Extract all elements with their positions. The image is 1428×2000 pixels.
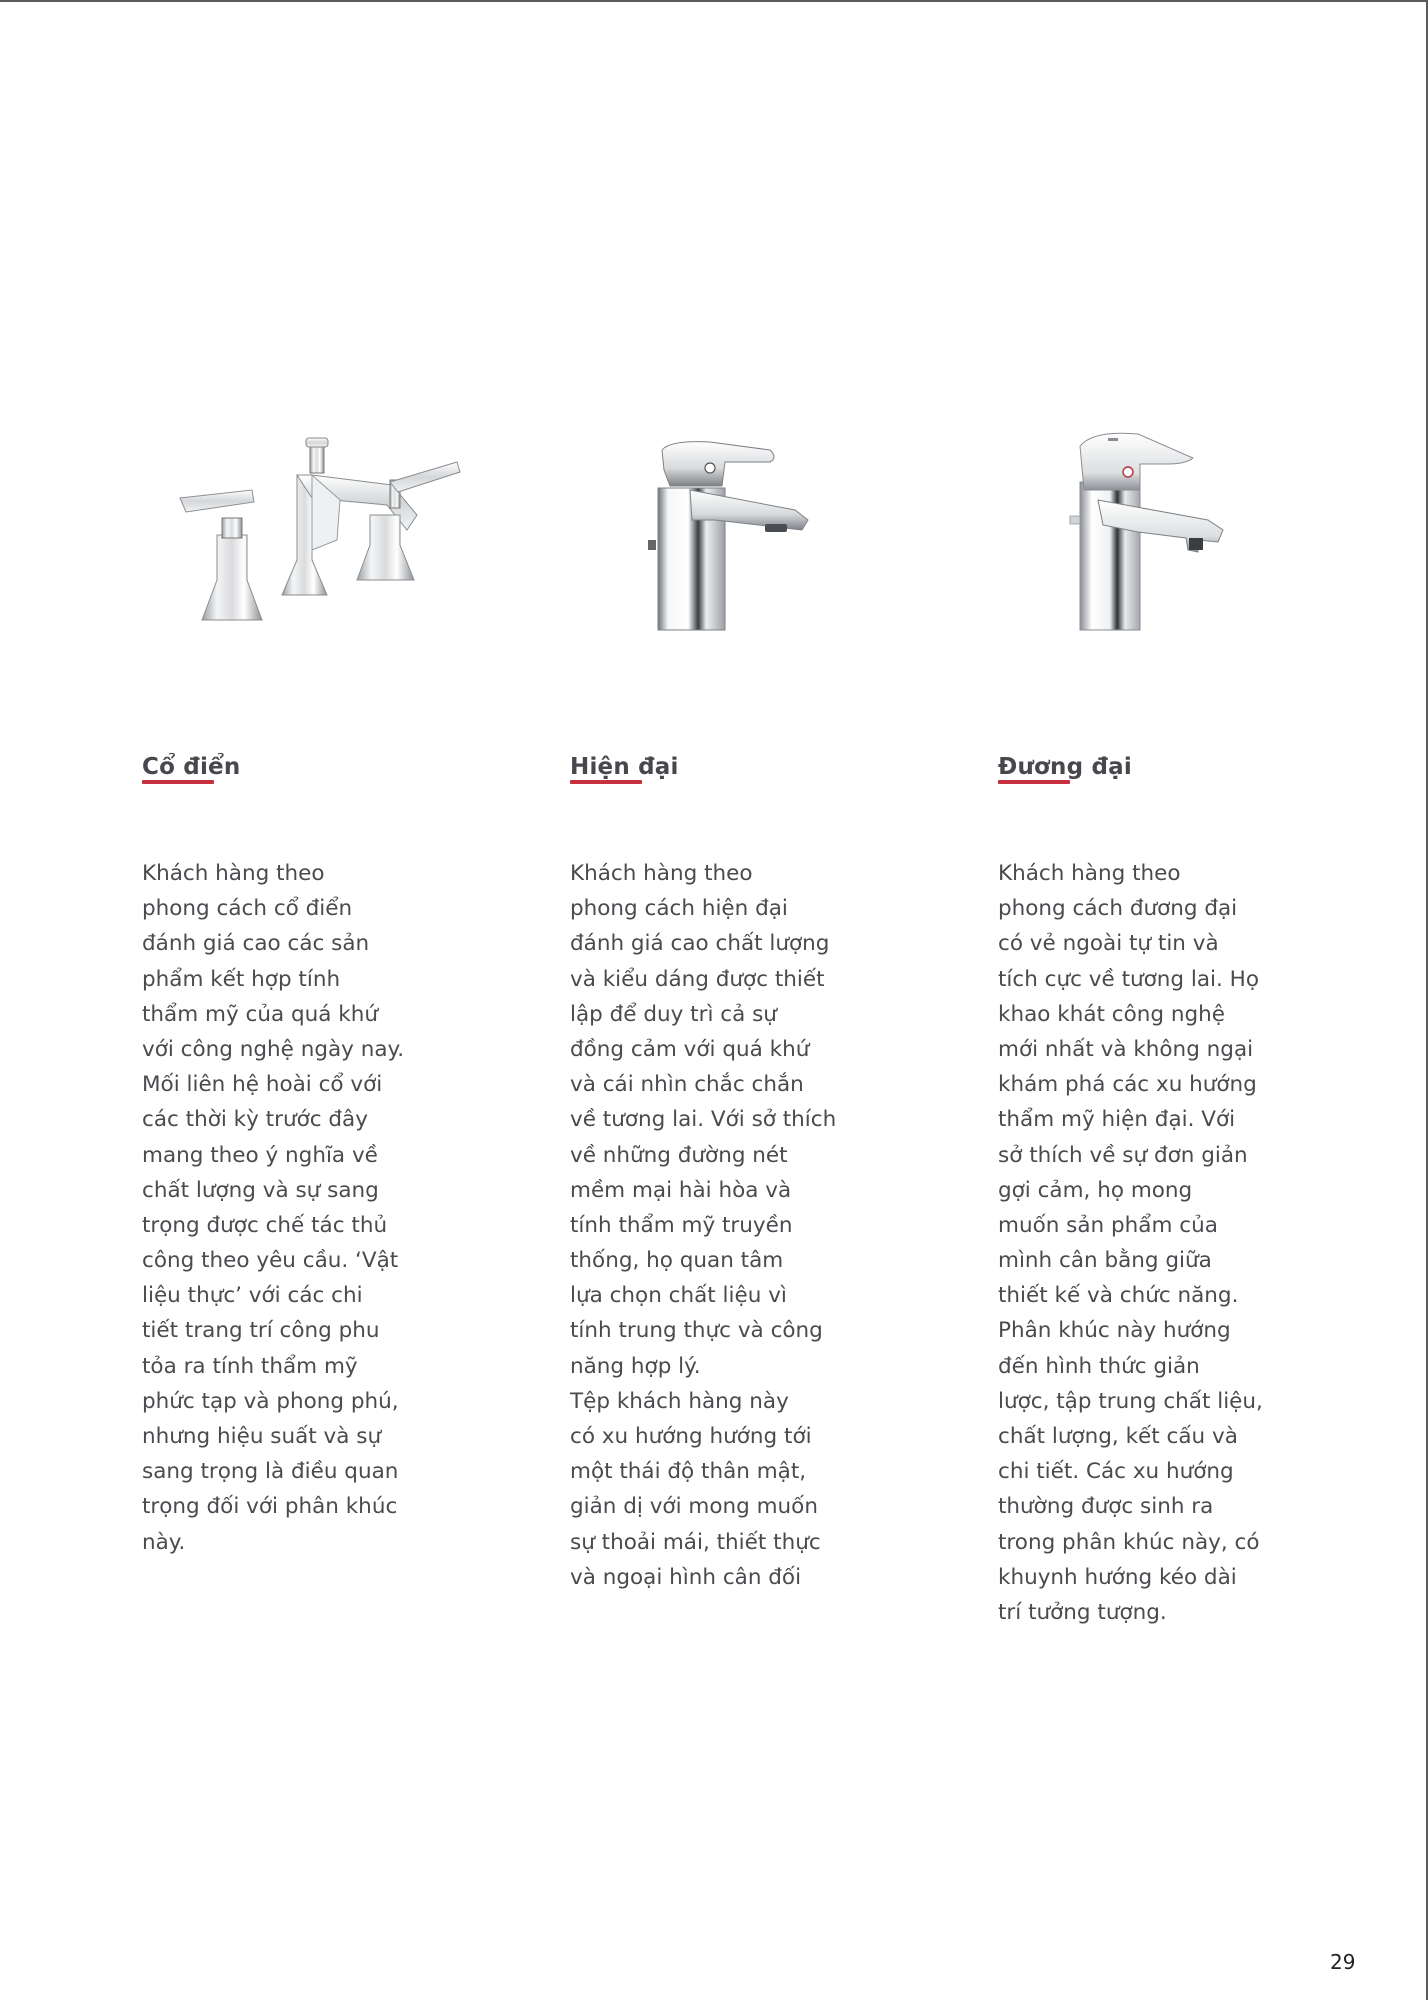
text-line: và kiểu dáng được thiết [570, 966, 825, 992]
text-line: có xu hướng hướng tới [570, 1424, 812, 1449]
text-line: khám phá các xu hướng [998, 1072, 1257, 1098]
text-line: sang trọng là điều quan [142, 1459, 399, 1485]
text-line: phẩm kết hợp tính [142, 966, 341, 992]
text-line: sở thích về sự đơn giản [998, 1142, 1248, 1168]
text-line: đánh giá cao chất lượng [570, 931, 830, 957]
text-line: chất lượng và sự sang [142, 1177, 379, 1203]
text-line: thẩm mỹ hiện đại. Với [998, 1107, 1236, 1133]
text-line: trí tưởng tượng. [998, 1599, 1167, 1625]
text-line: tỏa ra tính thẩm mỹ [142, 1353, 358, 1379]
style-description [998, 856, 1338, 1630]
style-heading: Đương đại [998, 754, 1132, 781]
text-line: một thái độ thân mật, [570, 1459, 807, 1485]
style-heading: Cổ điển [142, 754, 241, 781]
text-line: trọng đối với phân khúc [142, 1494, 398, 1520]
text-line: thường được sinh ra [998, 1494, 1214, 1520]
text-line: trong phân khúc này, có [998, 1529, 1260, 1555]
heading-accent-bar [142, 780, 214, 784]
text-line: khuynh hướng kéo dài [998, 1564, 1237, 1590]
text-line: đồng cảm với quá khứ [570, 1036, 810, 1062]
text-line: khao khát công nghệ [998, 1001, 1225, 1027]
widespread-faucet-image [162, 420, 462, 640]
text-line: lược, tập trung chất liệu, [998, 1388, 1263, 1414]
text-line: các thời kỳ trước đây [142, 1107, 368, 1133]
single-lever-faucet-image [630, 420, 830, 640]
style-description [570, 856, 910, 1595]
text-line: Khách hàng theo [142, 861, 325, 886]
text-line: muốn sản phẩm của [998, 1212, 1218, 1238]
text-line: phong cách cổ điển [142, 896, 353, 922]
text-line: tính trung thực và công [570, 1318, 823, 1344]
text-line: công theo yêu cầu. ‘Vật [142, 1248, 399, 1274]
style-description [142, 856, 482, 1560]
text-line: sự thoải mái, thiết thực [570, 1529, 821, 1555]
text-line: phong cách đương đại [998, 896, 1238, 922]
text-line: thống, họ quan tâm [570, 1248, 784, 1274]
text-line: phức tạp và phong phú, [142, 1388, 399, 1414]
text-line: mềm mại hài hòa và [570, 1177, 792, 1203]
heading-accent-bar [570, 780, 642, 784]
text-line: năng hợp lý. [570, 1353, 701, 1379]
contemporary-faucet-image [1048, 420, 1248, 640]
heading-accent-bar [998, 780, 1070, 784]
text-line: đánh giá cao các sản [142, 931, 370, 957]
text-line: thẩm mỹ của quá khứ [142, 1001, 378, 1027]
text-line: với công nghệ ngày nay. [142, 1036, 405, 1062]
text-line: mình cân bằng giữa [998, 1248, 1212, 1274]
text-line: về những đường nét [570, 1142, 788, 1168]
text-line: này. [142, 1529, 186, 1555]
text-line: thiết kế và chức năng. [998, 1283, 1239, 1309]
text-line: Khách hàng theo [570, 861, 753, 886]
text-line: giản dị với mong muốn [570, 1494, 818, 1520]
text-line: nhưng hiệu suất và sự [142, 1424, 382, 1449]
text-line: chi tiết. Các xu hướng [998, 1459, 1234, 1485]
text-line: tích cực về tương lai. Họ [998, 966, 1260, 992]
text-line: đến hình thức giản [998, 1353, 1200, 1379]
page-number: 29 [1330, 1950, 1356, 1974]
page-frame-top [0, 0, 1428, 2]
text-line: lựa chọn chất liệu vì [570, 1283, 787, 1309]
text-line: mới nhất và không ngại [998, 1036, 1254, 1062]
text-line: chất lượng, kết cấu và [998, 1424, 1238, 1449]
text-line: về tương lai. Với sở thích [570, 1107, 837, 1133]
text-line: Mối liên hệ hoài cổ với [142, 1072, 383, 1098]
text-line: liệu thực’ với các chi [142, 1283, 363, 1309]
text-line: Khách hàng theo [998, 861, 1181, 886]
text-line: lập để duy trì cả sự [570, 1001, 777, 1027]
style-heading: Hiện đại [570, 754, 679, 781]
text-line: tính thẩm mỹ truyền [570, 1212, 793, 1238]
text-line: phong cách hiện đại [570, 896, 788, 922]
text-line: gợi cảm, họ mong [998, 1177, 1193, 1203]
text-line: và ngoại hình cân đối [570, 1564, 802, 1590]
text-line: có vẻ ngoài tự tin và [998, 931, 1219, 957]
text-line: và cái nhìn chắc chắn [570, 1072, 804, 1098]
text-line: trọng được chế tác thủ [142, 1212, 388, 1238]
text-line: Phân khúc này hướng [998, 1318, 1231, 1344]
text-line: Tệp khách hàng này [570, 1388, 789, 1414]
text-line: tiết trang trí công phu [142, 1318, 380, 1344]
text-line: mang theo ý nghĩa về [142, 1142, 378, 1168]
